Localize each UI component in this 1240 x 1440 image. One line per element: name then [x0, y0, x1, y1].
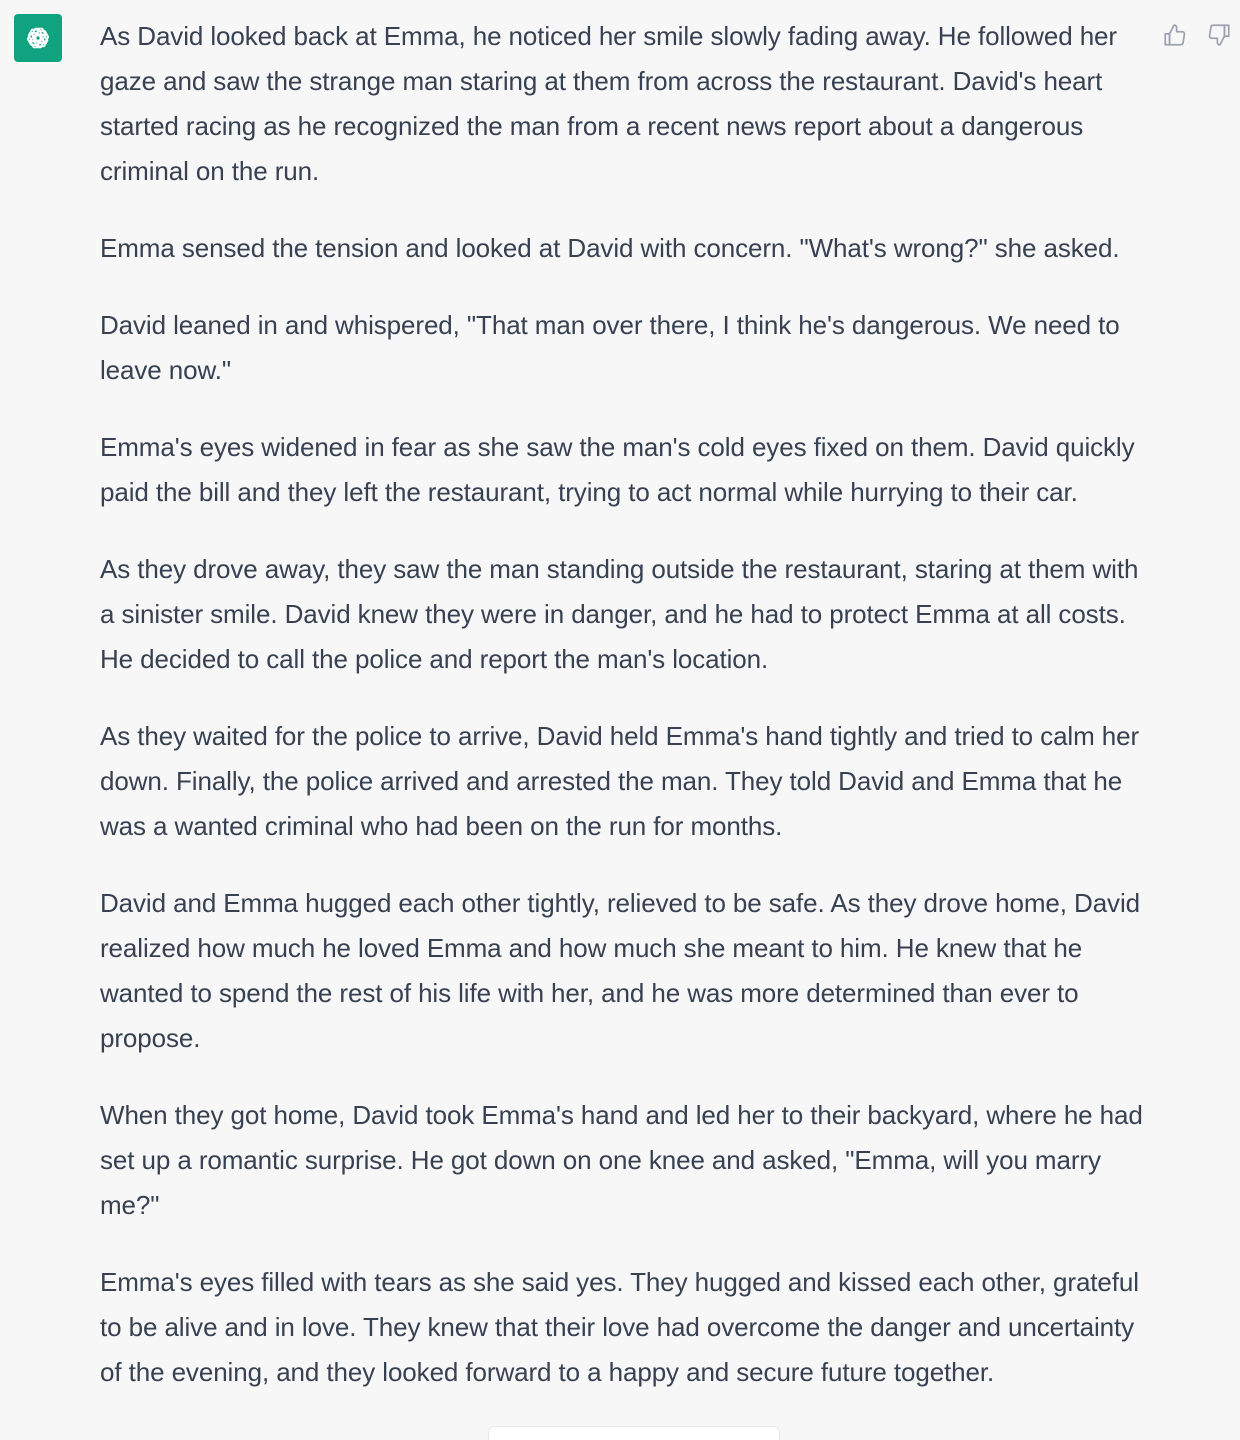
message-paragraph: David and Emma hugged each other tightly, relieved to be safe. As they drove home, David realized how much he loved Emma and how much she meant to him. He knew that he wanted to spend the rest of his life with her, and he was more determined than ever to propose.: [100, 888, 1140, 1053]
thumbs-down-button[interactable]: [1204, 20, 1234, 50]
message-paragraph: As they waited for the police to arrive, David held Emma's hand tightly and tried to calm her down. Finally, the police arrived and arrested the man. They told David and Emma that he was a wanted criminal who had been on the run for months.: [100, 721, 1140, 841]
feedback-controls: [1160, 20, 1234, 50]
message-paragraph: Emma's eyes filled with tears as she said yes. They hugged and kissed each other, grateful to be alive and in love. They knew that their love had overcome the danger and uncertainty of the evening, and they looked forward to a happy and secure future together.: [100, 1267, 1139, 1387]
message-paragraph: As they drove away, they saw the man standing outside the restaurant, staring at them with a sinister smile. David knew they were in danger, and he had to protect Emma at all costs. He decided to call the police and report the man's location.: [100, 554, 1139, 674]
regenerate-response-button[interactable]: [488, 1426, 780, 1440]
message-paragraph: Emma sensed the tension and looked at David with concern. "What's wrong?" she asked.: [100, 233, 1120, 263]
openai-logo-icon: [21, 21, 55, 55]
assistant-message: [100, 14, 1150, 1427]
thumbs-down-icon: [1206, 22, 1232, 48]
message-paragraph: Emma's eyes widened in fear as she saw the man's cold eyes fixed on them. David quickly paid the bill and they left the restaurant, trying to act normal while hurrying to their car.: [100, 432, 1135, 507]
thumbs-up-button[interactable]: [1160, 20, 1190, 50]
message-paragraph: As David looked back at Emma, he noticed her smile slowly fading away. He followed her gaze and saw the strange man staring at them from across the restaurant. David's heart started racing as he recognized the man from a recent news report about a dangerous criminal on the run.: [100, 21, 1117, 186]
assistant-avatar: [14, 14, 62, 62]
thumbs-up-icon: [1162, 22, 1188, 48]
message-paragraph: David leaned in and whispered, "That man over there, I think he's dangerous. We need to leave now.": [100, 310, 1120, 385]
message-paragraph: When they got home, David took Emma's hand and led her to their backyard, where he had set up a romantic surprise. He got down on one knee and asked, "Emma, will you marry me?": [100, 1100, 1143, 1220]
